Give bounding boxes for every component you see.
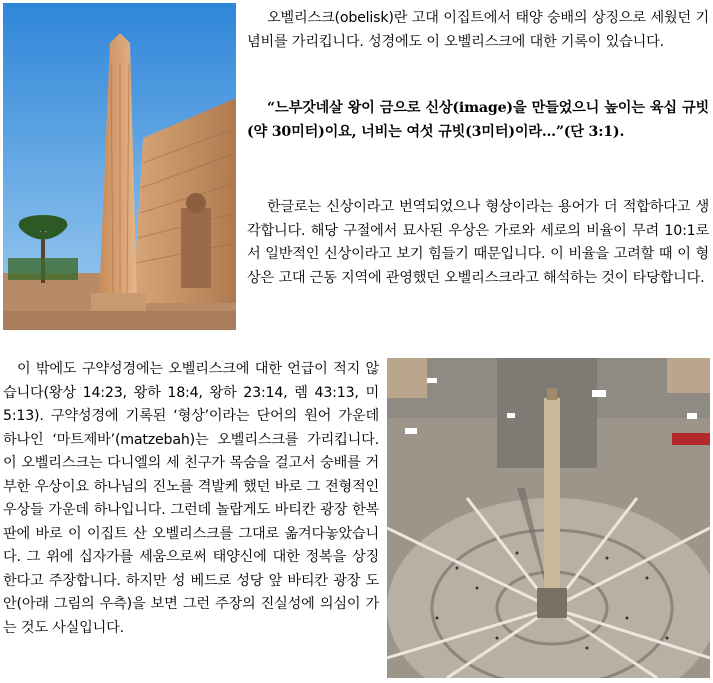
luxor-obelisk-photo <box>3 3 236 330</box>
daniel-quote: “느부갓네살 왕이 금으로 신상(image)을 만들었으니 높이는 육십 규빗(약 30미터)이요, 너비는 여섯 규빗(3미터)이라…”(단 3:1). <box>247 100 709 140</box>
intro-paragraph: 오벨리스크(obelisk)란 고대 이집트에서 태양 숭배의 상징으로 세웠던 기념비를 가리킵니다. 성경에도 이 오벨리스크에 대한 기록이 있습니다. <box>247 10 709 50</box>
old-testament-paragraph: 이 밖에도 구약성경에는 오벨리스크에 대한 언급이 적지 않습니다(왕상 14:23, 왕하 18:4, 왕하 23:14, 렘 43:13, 미 5:13). 구약성경에 기록된 ‘형상’이라는 단어의 원어 가운데 하나인 ‘마트제바’(matzebah)는 오벨리스크를 가리킵니다. 이 오벨리스크는 다니엘의 세 친구가 목숨을 걸고서 숭배를 거부한 우상이요 하나님의 진노를 격발케 했던 바로 그 전형적인 우상들 가운데 하나입니다. 그런데 놀랍게도 바티칸 광장 한복판에 바로 이 이집트 산 오벨리스크를 그대로 옮겨다놓았습니다. 그 위에 십자가를 세움으로써 태양신에 대한 정복을 상징한다고 주장합니다. 하지만 성 베드로 성당 앞 바티칸 광장 도안(아래 그림의 우측)을 보면 그런 주장의 진실성에 의심이 가는 것도 사실입니다. <box>3 361 379 636</box>
vatican-square-photo <box>387 358 710 678</box>
ratio-paragraph: 한글로는 신상이라고 번역되었으나 형상이라는 용어가 더 적합하다고 생각합니다. 해당 구절에서 묘사된 우상은 가로와 세로의 비율이 무려 10:1로서 일반적인 신상이라고 보기 힘들기 때문입니다. 이 비율을 고려할 때 이 형상은 고대 근동 지역에 관영했던 오벨리스크라고 해석하는 것이 타당합니다. <box>247 199 709 286</box>
